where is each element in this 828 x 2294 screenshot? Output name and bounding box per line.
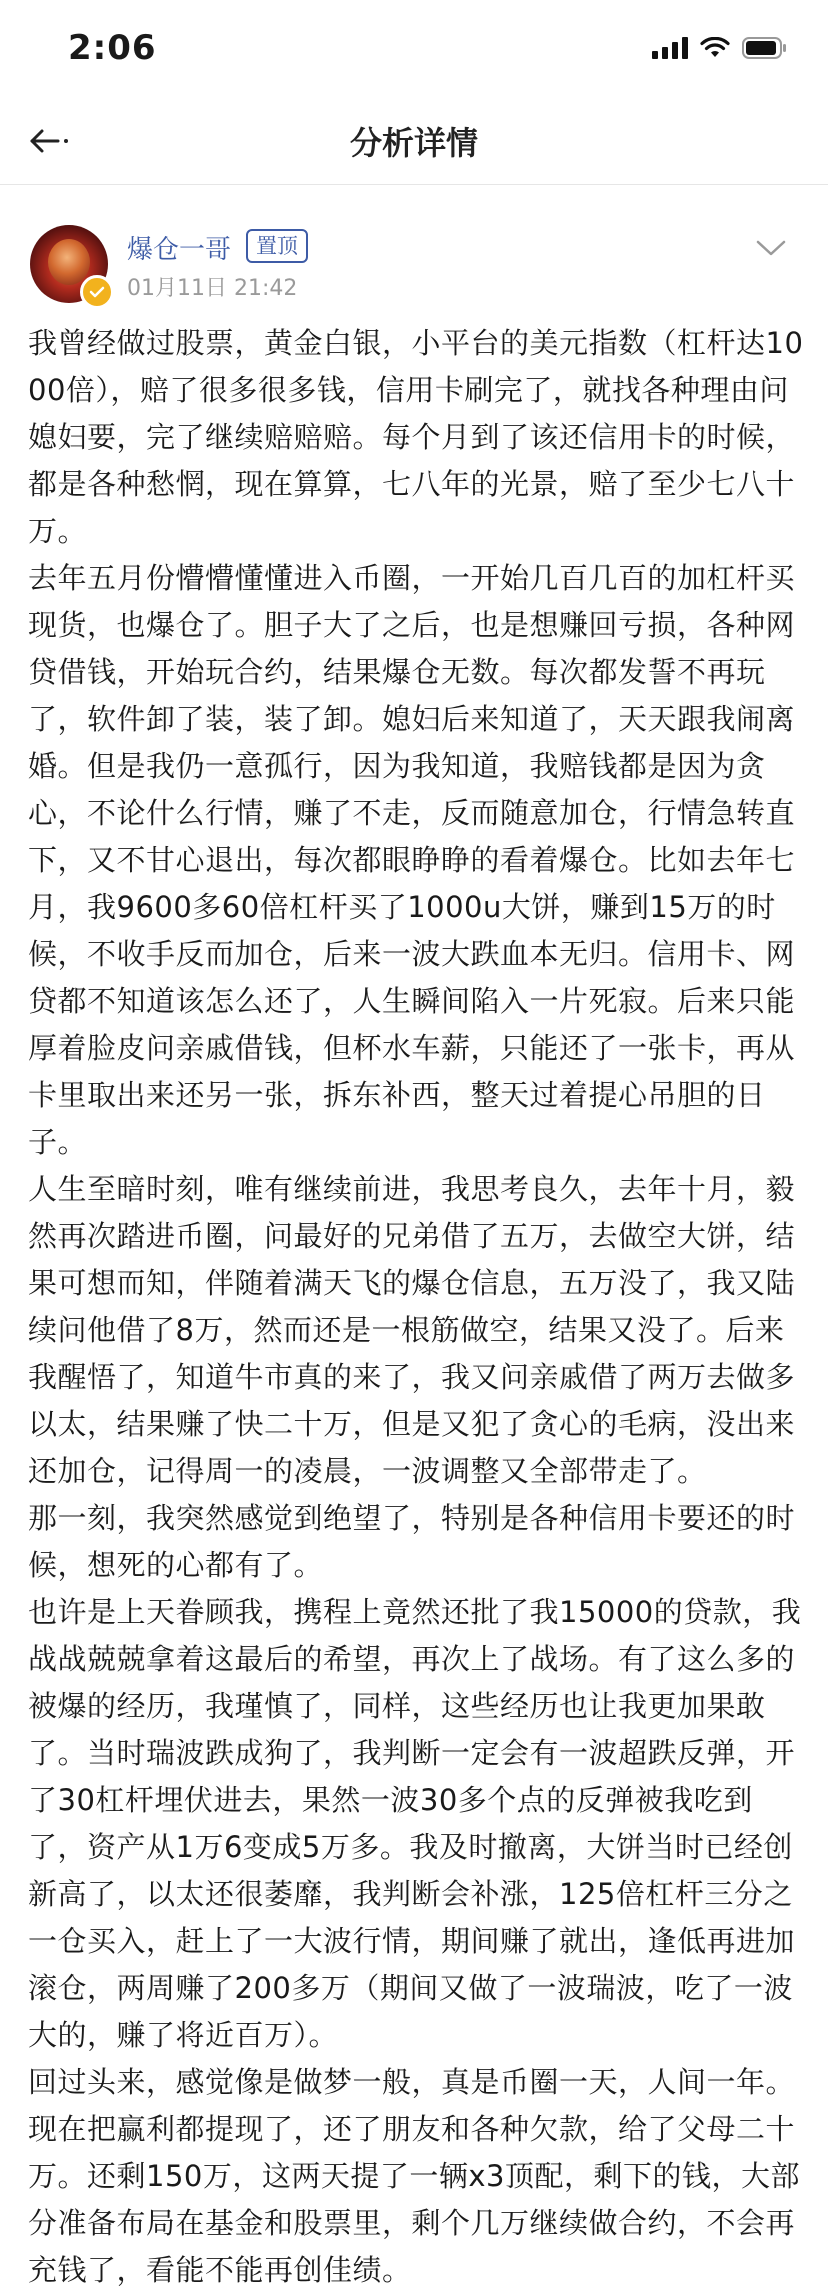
paragraph: 人生至暗时刻，唯有继续前进，我思考良久，去年十月，毅然再次踏进币圈，问最好的兄弟借了五万，去做空大饼，结果可想而知，伴随着满天飞的爆仓信息，五万没了，我又陆续问他借了8万，然而还是一根筋做空，结果又没了。后来我醒悟了，知道牛市真的来了，我又问亲戚借了两万去做多以太，结果赚了快二十万，但是又犯了贪心的毛病，没出来还加仓，记得周一的凌晨，一波调整又全部带走了。	[28, 1172, 796, 1488]
avatar-image	[48, 239, 90, 285]
status-bar	[0, 0, 828, 98]
verified-badge-icon	[80, 275, 114, 309]
post-content	[28, 320, 804, 2294]
author-name[interactable]: 爆仓一哥	[127, 235, 232, 265]
page-title: 分析详情	[349, 124, 478, 162]
pinned-badge: 置顶	[246, 229, 308, 263]
paragraph: 那一刻，我突然感觉到绝望了，特别是各种信用卡要还的时候，想死的心都有了。	[28, 1501, 796, 1582]
paragraph: 也许是上天眷顾我，携程上竟然还批了我15000的贷款，我战战兢兢拿着这最后的希望，再次上了战场。有了这么多的被爆的经历，我瑾慎了，同样，这些经历也让我更加果敢了。当时瑞波跌成狗了，我判断一定会有一波超跌反弹，开了30杠杆埋伏进去，果然一波30多个点的反弹被我吃到了，资产从1万6变成5万多。我及时撤离，大饼当时已经创新高了，以太还很萎靡，我判断会补涨，125倍杠杆三分之一仓买入，赶上了一大波行情，期间赚了就出，逢低再进加滚仓，两周赚了200多万（期间又做了一波瑞波，吃了一波大的，赚了将近百万）。	[28, 1595, 802, 2052]
chevron-down-icon[interactable]	[754, 237, 788, 259]
battery-icon	[742, 36, 788, 60]
post-timestamp: 01月11日 21:42	[127, 276, 298, 301]
paragraph: 回过头来，感觉像是做梦一般，真是币圈一天，人间一年。现在把赢利都提现了，还了朋友和各种欠款，给了父母二十万。还剩150万，这两天提了一辆x3顶配，剩下的钱，大部分准备布局在基金和股票里，剩个几万继续做合约，不会再充钱了，看能不能再创佳绩。	[28, 2065, 800, 2287]
cellular-signal-icon	[652, 37, 688, 59]
status-time: 2:06	[68, 28, 157, 68]
nav-bar	[0, 98, 828, 185]
status-icons	[652, 36, 788, 60]
paragraph: 我曾经做过股票，黄金白银，小平台的美元指数（杠杆达1000倍），赔了很多很多钱，信用卡刷完了，就找各种理由问媳妇要，完了继续赔赔赔。每个月到了该还信用卡的时候，都是各种愁惘，现在算算，七八年的光景，赔了至少七八十万。	[28, 326, 804, 548]
post-header	[0, 185, 828, 310]
paragraph: 去年五月份懵懵懂懂进入币圈，一开始几百几百的加杠杆买现货，也爆仓了。胆子大了之后，也是想赚回亏损，各种网贷借钱，开始玩合约，结果爆仓无数。每次都发誓不再玩了，软件卸了装，装了卸。媳妇后来知道了，天天跟我闹离婚。但是我仍一意孤行，因为我知道，我赔钱都是因为贪心，不论什么行情，赚了不走，反而随意加仓，行情急转直下，又不甘心退出，每次都眼睁睁的看着爆仓。比如去年七月，我9600多60倍杠杆买了1000u大饼，赚到15万的时候，不收手反而加仓，后来一波大跌血本无归。信用卡、网贷都不知道该怎么还了，人生瞬间陷入一片死寂。后来只能厚着脸皮问亲戚借钱，但杯水车薪，只能还了一张卡，再从卡里取出来还另一张，拆东补西，整天过着提心吊胆的日子。	[28, 561, 796, 1159]
wifi-icon	[700, 37, 730, 59]
